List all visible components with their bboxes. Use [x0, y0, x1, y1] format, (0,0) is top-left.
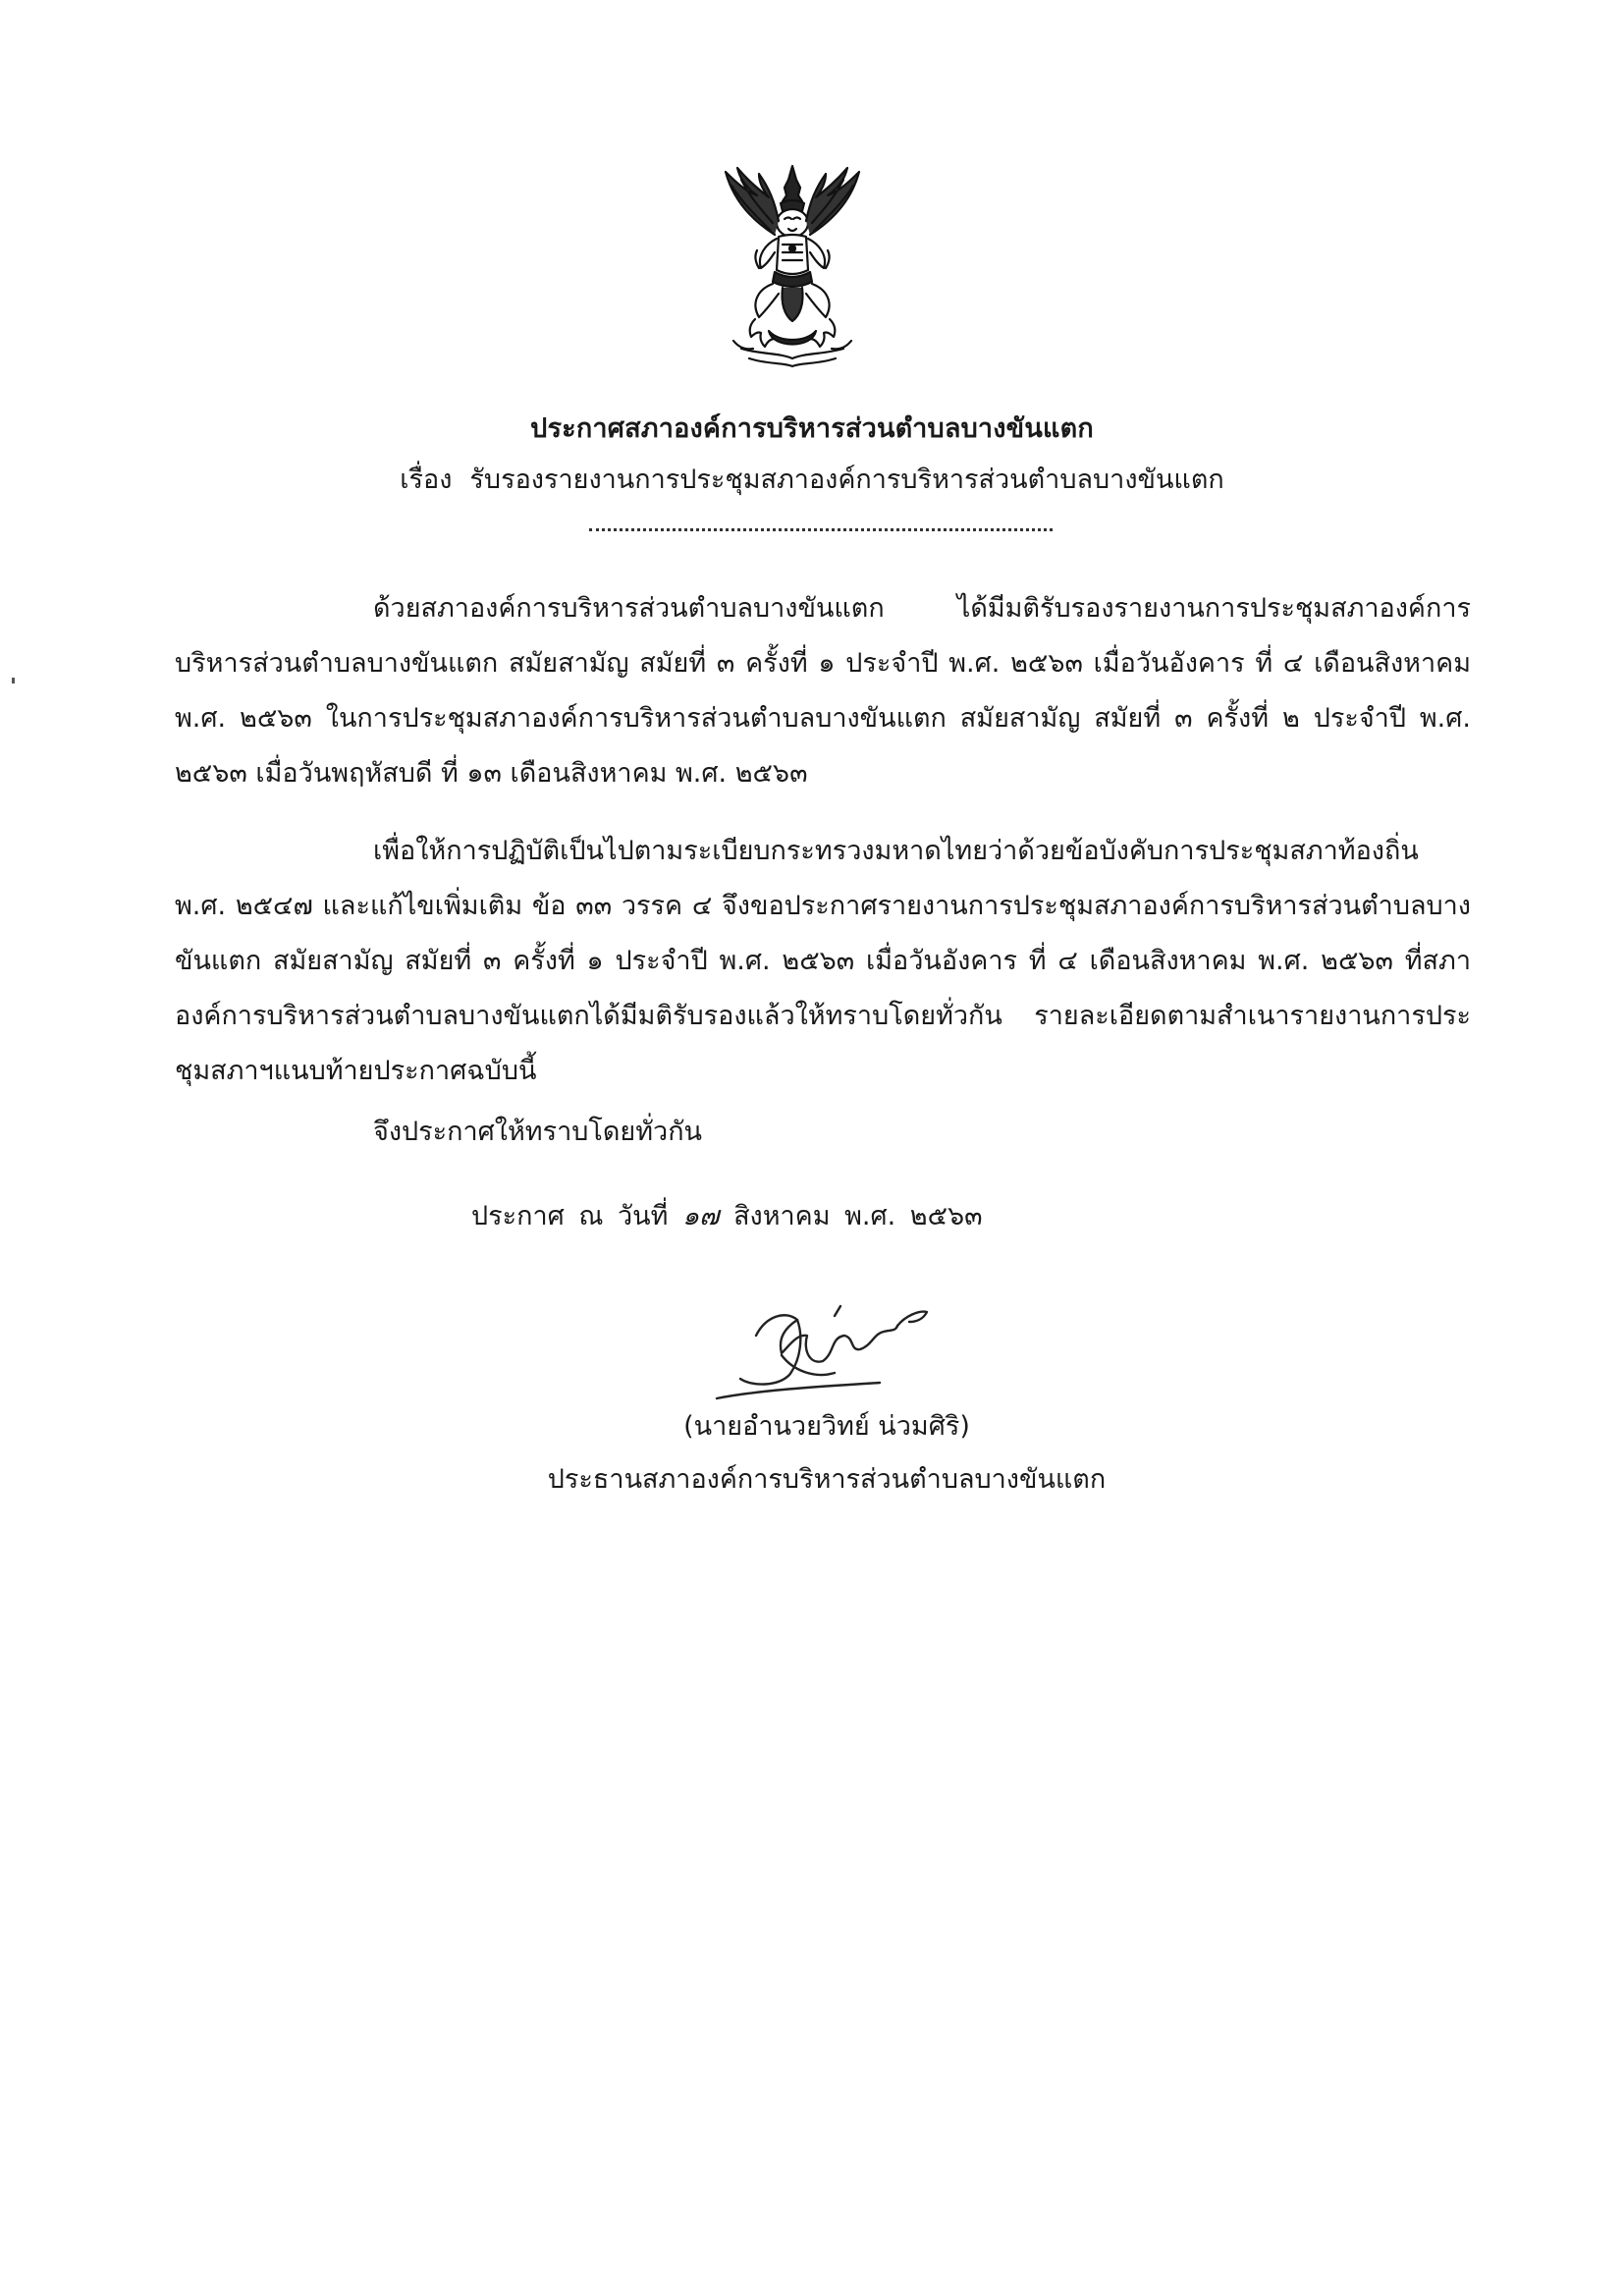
announcement-title: ประกาศสภาองค์การบริหารส่วนตำบลบางขันแตก: [530, 413, 1094, 444]
signer-position: ประธานสภาองค์การบริหารส่วนตำบลบางขันแตก: [547, 1464, 1107, 1495]
body-paragraph-1: [175, 581, 1471, 801]
handwritten-signature: [687, 1277, 982, 1414]
dateline-prefix: ประกาศ ณ วันที่: [471, 1201, 669, 1231]
paragraph-1-text: ด้วยสภาองค์การบริหารส่วนตำบลบางขันแตก ได้มีมติรับรองรายงานการประชุมสภาองค์การบริหารส่วนตำบลบางขันแตก สมัยสามัญ สมัยที่ ๓ ครั้งที่ ๑ ประจำปี พ.ศ. ๒๕๖๓ เมื่อวันอังคาร ที่ ๔ เดือนสิงหาคม พ.ศ. ๒๕๖๓ ในการประชุมสภาองค์การบริหารส่วนตำบลบางขันแตก สมัยสามัญ สมัยที่ ๓ ครั้งที่ ๒ ประจำปี พ.ศ. ๒๕๖๓ เมื่อวันพฤหัสบดี ที่ ๑๓ เดือนสิงหาคม พ.ศ. ๒๕๖๓: [175, 593, 1471, 789]
subject-label: เรื่อง: [400, 465, 453, 495]
closing-statement: จึงประกาศให้ทราบโดยทั่วกัน: [373, 1117, 702, 1147]
dateline-month-year: สิงหาคม พ.ศ. ๒๕๖๓: [733, 1201, 983, 1231]
announcement-dateline: [471, 1194, 983, 1236]
dateline-day: ๑๗: [682, 1201, 720, 1231]
body-paragraph-2: [175, 824, 1471, 1099]
signer-name: (นายอำนวยวิทย์ น่วมศิริ): [683, 1411, 970, 1442]
dotted-divider: [589, 528, 1053, 531]
subject-text: รับรองรายงานการประชุมสภาองค์การบริหารส่วนตำบลบางขันแตก: [469, 465, 1224, 495]
garuda-emblem-icon: [714, 162, 871, 368]
scan-mark: [12, 678, 15, 683]
announcement-subject: [0, 458, 1624, 500]
paragraph-2-text: เพื่อให้การปฏิบัติเป็นไปตามระเบียบกระทรวงมหาดไทยว่าด้วยข้อบังคับการประชุมสภาท้องถิ่น พ.ศ. ๒๕๔๗ และแก้ไขเพิ่มเติม ข้อ ๓๓ วรรค ๔ จึงขอประกาศรายงานการประชุมสภาองค์การบริหารส่วนตำบลบางขันแตก สมัยสามัญ สมัยที่ ๓ ครั้งที่ ๑ ประจำปี พ.ศ. ๒๕๖๓ เมื่อวันอังคาร ที่ ๔ เดือนสิงหาคม พ.ศ. ๒๕๖๓ ที่สภาองค์การบริหารส่วนตำบลบางขันแตกได้มีมติรับรองแล้วให้ทราบโดยทั่วกัน รายละเอียดตามสำเนารายงานการประชุมสภาฯแนบท้ายประกาศฉบับนี้: [175, 836, 1471, 1086]
